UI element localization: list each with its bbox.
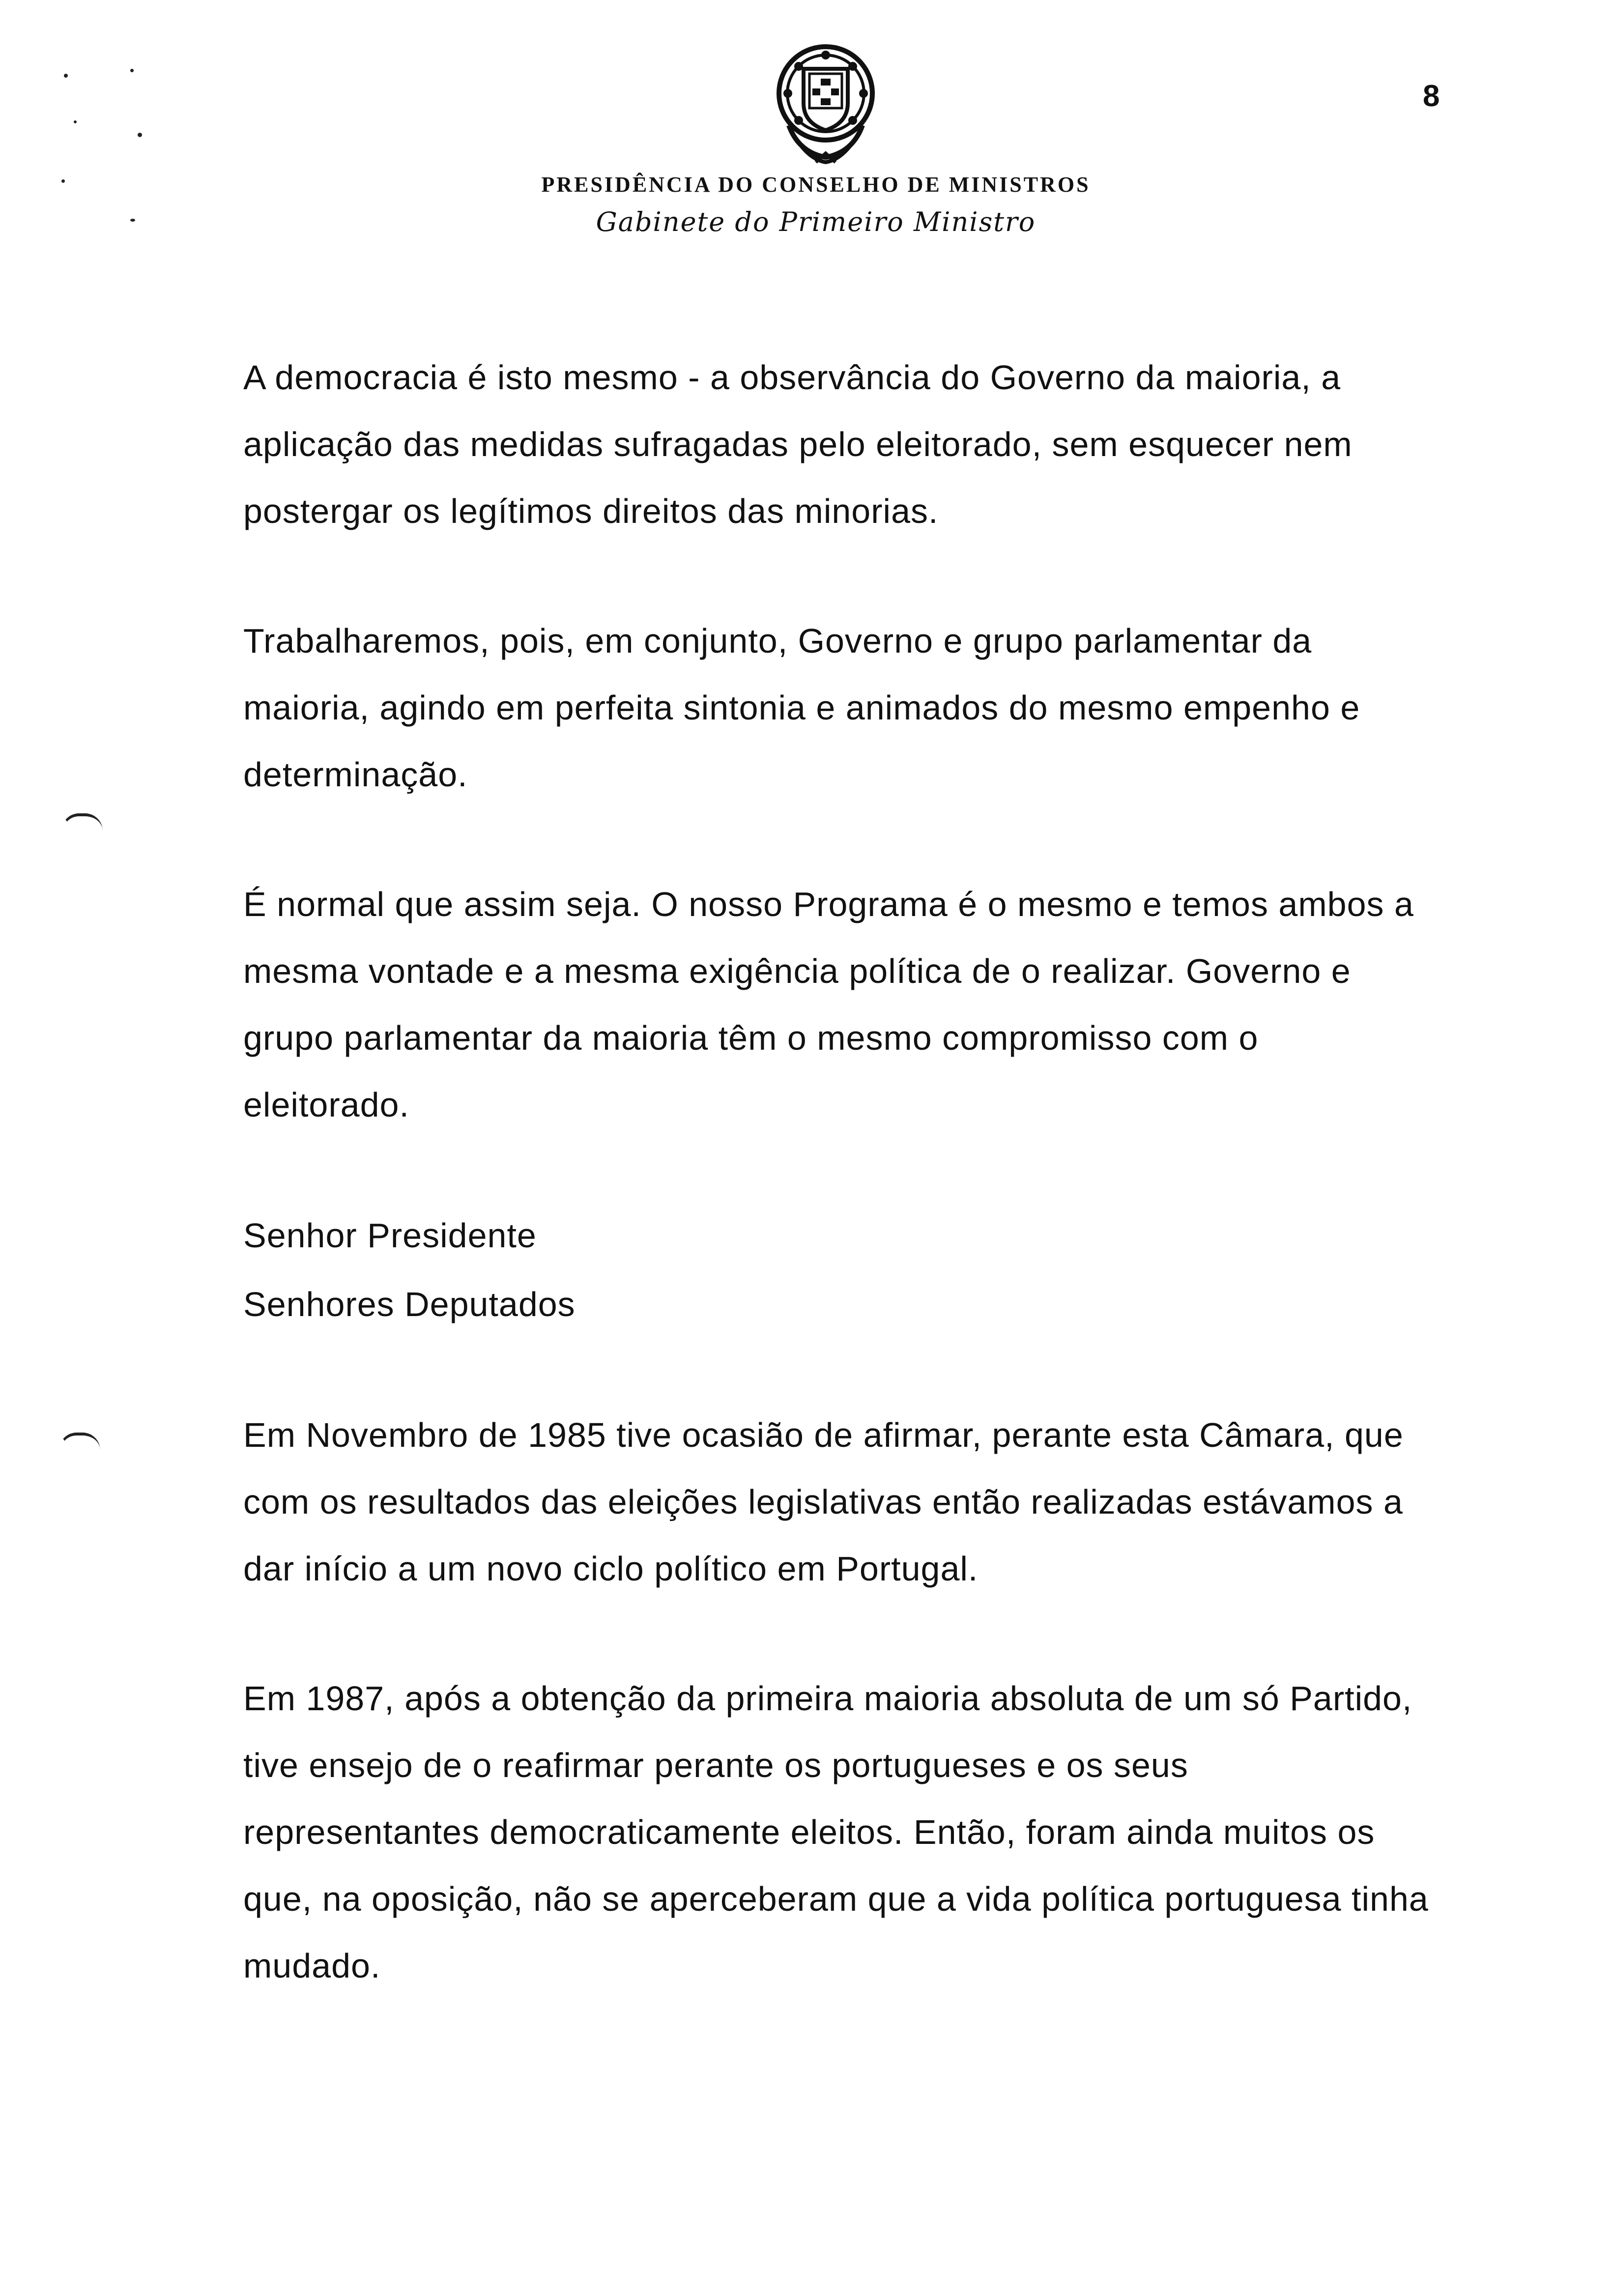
paragraph [243, 344, 1511, 545]
text-line: mudado. [243, 1947, 381, 1985]
text-line: Em Novembro de 1985 tive ocasião de afirmar, perante esta Câmara, que [243, 1416, 1404, 1454]
scan-speck [74, 120, 77, 123]
text-line: Em 1987, após a obtenção da primeira maioria absoluta de um só Partido, [243, 1679, 1412, 1718]
text-line: maioria, agindo em perfeita sintonia e animados do mesmo empenho e [243, 689, 1360, 727]
scan-mark [59, 1433, 100, 1450]
letter-body [243, 344, 1511, 1999]
text-line: que, na oposição, não se aperceberam que a vida política portuguesa tinha [243, 1880, 1429, 1918]
paragraph [243, 1402, 1511, 1602]
text-line: grupo parlamentar da maioria têm o mesmo compromisso com o [243, 1019, 1259, 1057]
text-line: postergar os legítimos direitos das minorias. [243, 492, 939, 530]
text-line: A democracia é isto mesmo - a observância do Governo da maioria, a [243, 358, 1341, 397]
scan-speck [130, 69, 134, 72]
text-line: É normal que assim seja. O nosso Programa é o mesmo e temos ambos a [243, 885, 1414, 923]
text-line: dar início a um novo ciclo político em Portugal. [243, 1550, 979, 1588]
text-line: representantes democraticamente eleitos. Então, foram ainda muitos os [243, 1813, 1375, 1851]
scan-speck [138, 133, 142, 137]
paragraph [243, 607, 1511, 808]
text-line: Trabalharemos, pois, em conjunto, Governo e grupo parlamentar da [243, 622, 1312, 660]
text-line: eleitorado. [243, 1086, 409, 1124]
page-number: 8 [1423, 79, 1440, 113]
text-line: tive ensejo de o reafirmar perante os portugueses e os seus [243, 1746, 1188, 1784]
text-line: com os resultados das eleições legislativas então realizadas estávamos a [243, 1483, 1403, 1521]
scan-speck [61, 179, 65, 183]
salutation [243, 1201, 1511, 1339]
office-title: PRESIDÊNCIA DO CONSELHO DE MINISTROS [541, 172, 1091, 197]
office-subtitle: Gabinete do Primeiro Ministro [596, 206, 1036, 237]
scan-mark [61, 813, 103, 831]
text-line: Senhores Deputados [243, 1285, 576, 1323]
text-line: aplicação das medidas sufragadas pelo eleitorado, sem esquecer nem [243, 425, 1353, 463]
text-line: Senhor Presidente [243, 1216, 537, 1255]
scan-speck [64, 74, 68, 78]
paragraph [243, 1665, 1511, 1999]
scan-speck [130, 219, 135, 222]
portuguese-coat-of-arms-icon [769, 39, 882, 167]
paragraph [243, 871, 1511, 1138]
text-line: mesma vontade e a mesma exigência política de o realizar. Governo e [243, 952, 1351, 990]
text-line: determinação. [243, 755, 468, 794]
